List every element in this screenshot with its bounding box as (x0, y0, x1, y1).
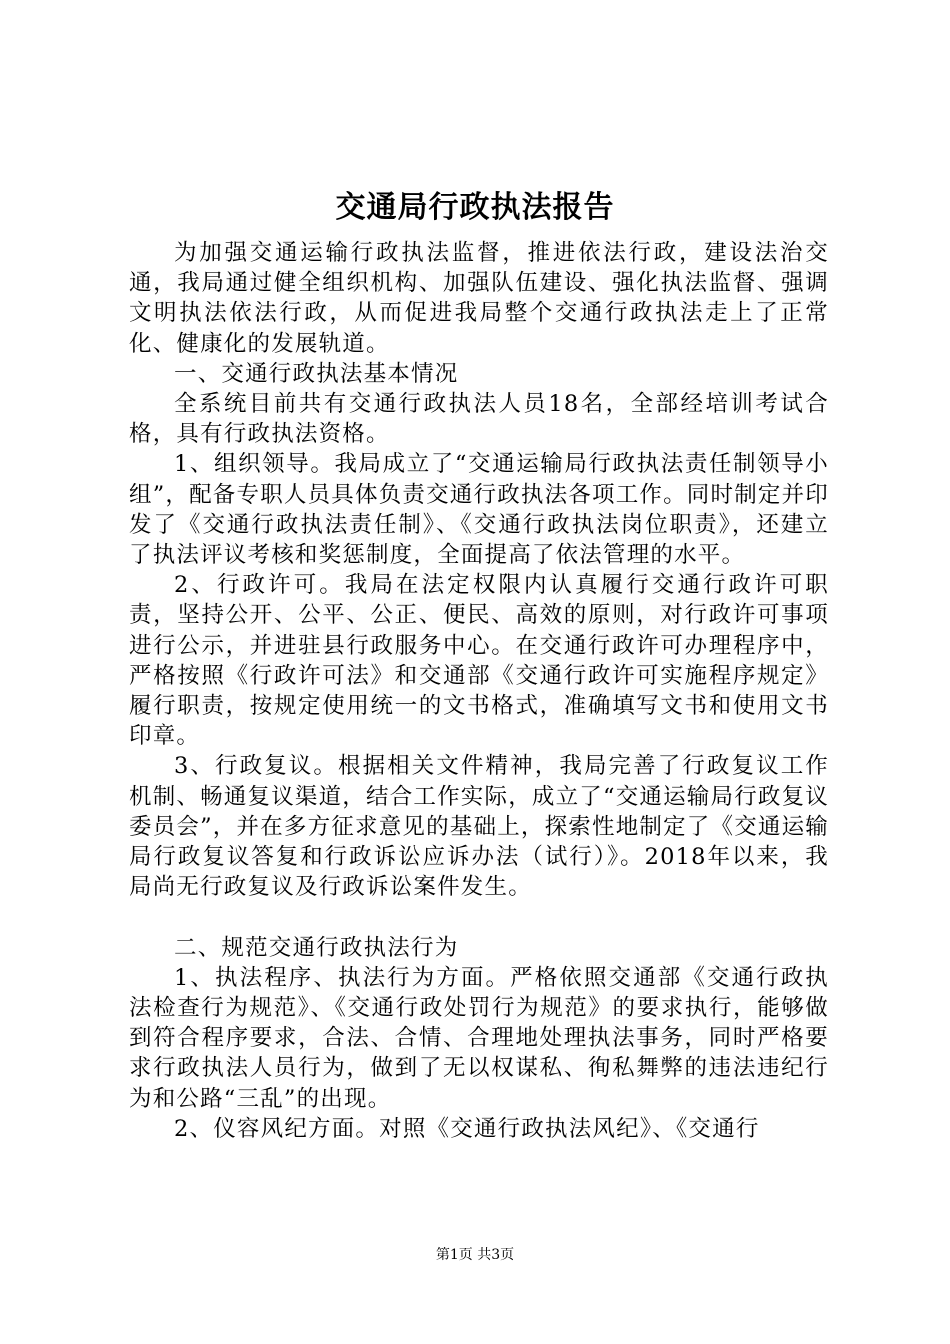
paragraph-organization: 1、组织领导。我局成立了“交通运输局行政执法责任制领导小组”，配备专职人员具体负责交通行政执法各项工作。同时制定并印发了《交通行政执法责任制》、《交通行政执法岗位职责》，还建立了执法评议考核和奖惩制度，全面提高了依法管理的水平。 (129, 451, 830, 569)
document-body (129, 238, 829, 1144)
paragraph-review: 3、行政复议。根据相关文件精神，我局完善了行政复议工作机制、畅通复议渠道，结合工作实际，成立了“交通运输局行政复议委员会”，并在多方征求意见的基础上，探索性地制定了《交通运输局行政复议答复和行政诉讼应诉办法（试行）》。2018年以来，我局尚无行政复议及行政诉讼案件发生。 (129, 753, 830, 901)
intro-paragraph: 为加强交通运输行政执法监督，推进依法行政，建设法治交通，我局通过健全组织机构、加强队伍建设、强化执法监督、强调文明执法依法行政，从而促进我局整个交通行政执法走上了正常化、健康化的发展轨道。 (129, 240, 829, 357)
paragraph-procedure: 1、执法程序、执法行为方面。严格依照交通部《交通行政执法检查行为规范》、《交通行政处罚行为规范》的要求执行，能够做到符合程序要求，合法、合情、合理地处理执法事务，同时严格要求行政执法人员行为，做到了无以权谋私、徇私舞弊的违法违纪行为和公路“三乱”的出现。 (129, 964, 829, 1112)
page-footer: 第1页 共3页 (435, 1247, 515, 1263)
paragraph-permit: 2、行政许可。我局在法定权限内认真履行交通行政许可职责，坚持公开、公平、公正、便民、高效的原则，对行政许可事项进行公示，并进驻县行政服务中心。在交通行政许可办理程序中，严格按照《行政许可法》和交通部《交通行政许可实施程序规定》履行职责，按规定使用统一的文书格式，准确填写文书和使用文书印章。 (129, 572, 829, 750)
document-title: 交通局行政执法报告 (335, 190, 615, 225)
section-heading-1: 一、交通行政执法基本情况 (174, 360, 459, 387)
blank-line (129, 902, 829, 932)
section-heading-2: 二、规范交通行政执法行为 (174, 934, 459, 961)
paragraph-staff: 全系统目前共有交通行政执法人员18名，全部经培训考试合格，具有行政执法资格。 (129, 391, 829, 448)
paragraph-discipline: 2、仪容风纪方面。对照《交通行政执法风纪》、《交通行 (174, 1115, 760, 1142)
